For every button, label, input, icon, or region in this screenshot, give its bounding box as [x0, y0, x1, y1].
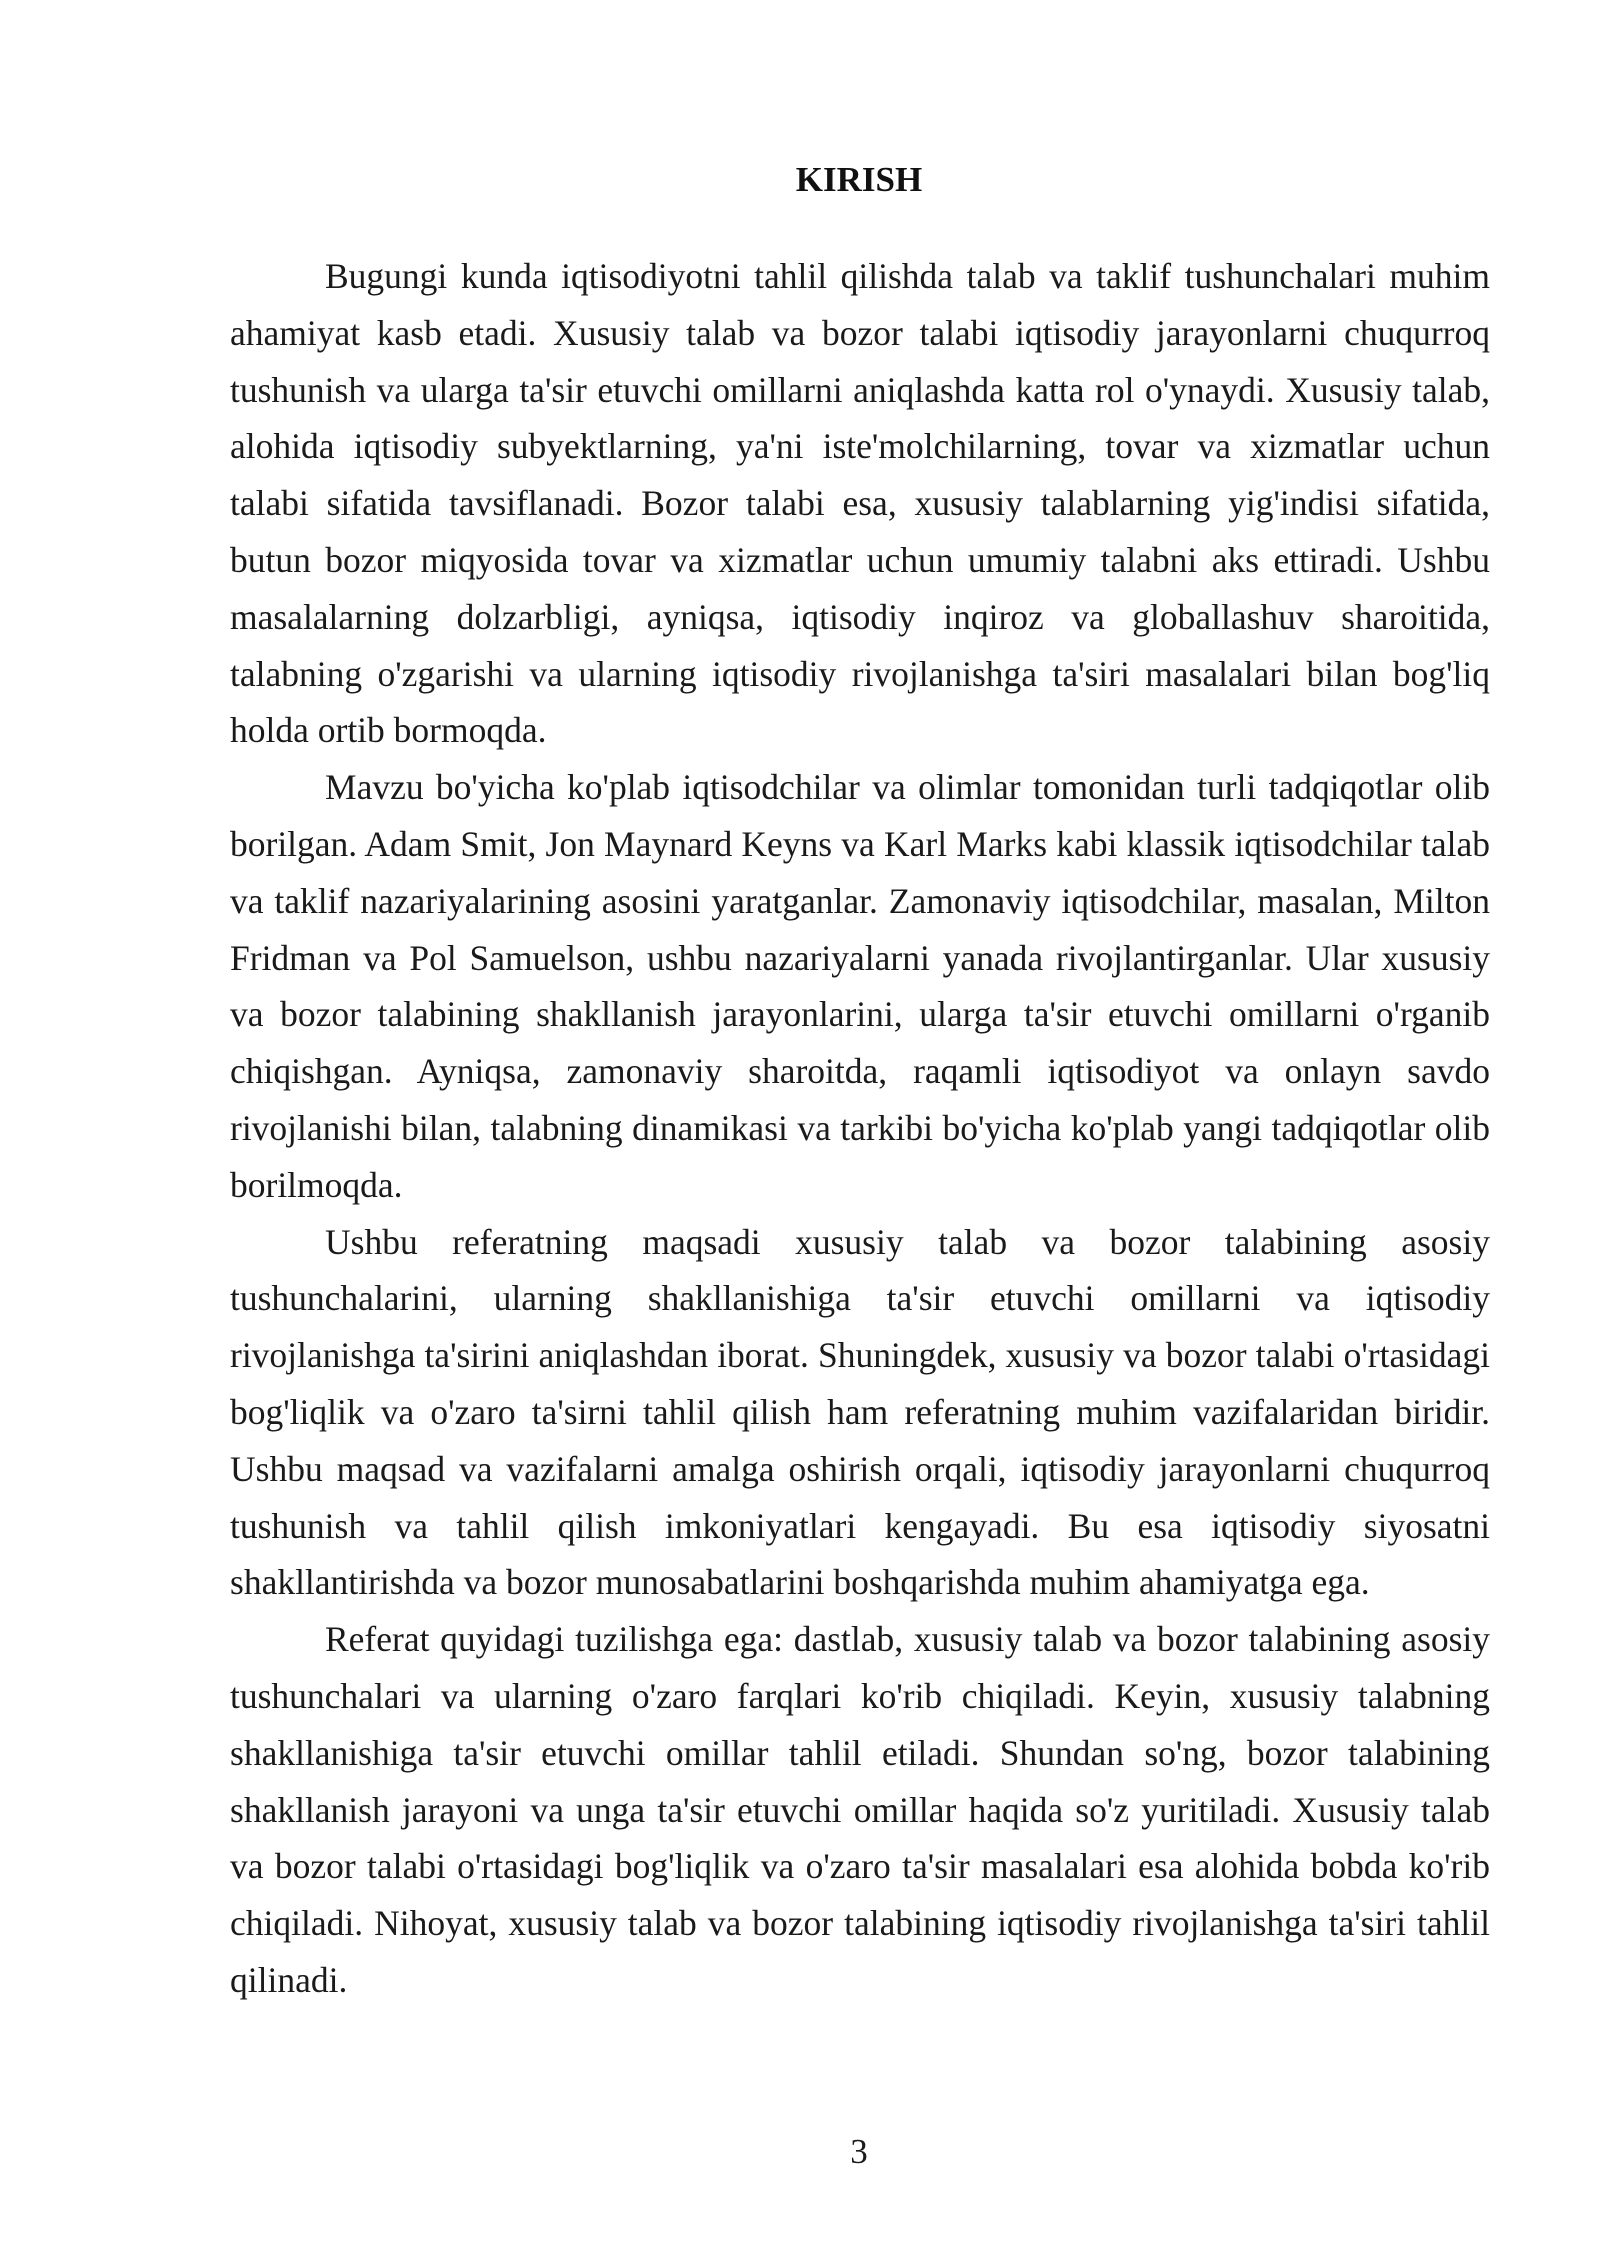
page-title: KIRISH	[795, 160, 923, 199]
body-text	[230, 248, 1490, 2009]
paragraph-3: Ushbu referatning maqsadi xususiy talab va bozor talabining asosiy tushunchalarini, ularning shakllanishiga ta'sir etuvchi omillarni va iqtisodiy rivojlanishga ta'sirini aniqlashdan iborat. Shuningdek, xususiy va bozor talabi o'rtasidagi bog'liqlik va o'zaro ta'sirni tahlil qilish ham referatning muhim vazifalaridan biridir. Ushbu maqsad va vazifalarni amalga oshirish orqali, iqtisodiy jarayonlarni chuqurroq tushunish va tahlil qilish imkoniyatlari kengayadi. Bu esa iqtisodiy siyosatni shakllantirishda va bozor munosabatlarini boshqarishda muhim ahamiyatga ega.	[230, 1221, 1490, 1603]
page-number: 3	[850, 2132, 868, 2171]
paragraph-1: Bugungi kunda iqtisodiyotni tahlil qilishda talab va taklif tushunchalari muhim ahamiyat kasb etadi. Xususiy talab va bozor talabi iqtisodiy jarayonlarni chuqurroq tushunish va ularga ta'sir etuvchi omillarni aniqlashda katta rol o'ynaydi. Xususiy talab, alohida iqtisodiy subyektlarning, ya'ni iste'molchilarning, tovar va xizmatlar uchun talabi sifatida tavsiflanadi. Bozor talabi esa, xususiy talablarning yig'indisi sifatida, butun bozor miqyosida tovar va xizmatlar uchun umumiy talabni aks ettiradi. Ushbu masalalarning dolzarbligi, ayniqsa, iqtisodiy inqiroz va globallashuv sharoitida, talabning o'zgarishi va ularning iqtisodiy rivojlanishga ta'siri masalalari bilan bog'liq holda ortib bormoqda.	[230, 256, 1490, 751]
paragraph-4: Referat quyidagi tuzilishga ega: dastlab, xususiy talab va bozor talabining asosiy tushunchalari va ularning o'zaro farqlari ko'rib chiqiladi. Keyin, xususiy talabning shakllanishiga ta'sir etuvchi omillar tahlil etiladi. Shundan so'ng, bozor talabining shakllanish jarayoni va unga ta'sir etuvchi omillar haqida so'z yuritiladi. Xususiy talab va bozor talabi o'rtasidagi bog'liqlik va o'zaro ta'sir masalalari esa alohida bobda ko'rib chiqiladi. Nihoyat, xususiy talab va bozor talabining iqtisodiy rivojlanishga ta'siri tahlil qilinadi.	[230, 1619, 1490, 2000]
paragraph-2: Mavzu bo'yicha ko'plab iqtisodchilar va olimlar tomonidan turli tadqiqotlar olib borilgan. Adam Smit, Jon Maynard Keyns va Karl Marks kabi klassik iqtisodchilar talab va taklif nazariyalarining asosini yaratganlar. Zamonaviy iqtisodchilar, masalan, Milton Fridman va Pol Samuelson, ushbu nazariyalarni yanada rivojlantirganlar. Ular xususiy va bozor talabining shakllanish jarayonlarini, ularga ta'sir etuvchi omillarni o'rganib chiqishgan. Ayniqsa, zamonaviy sharoitda, raqamli iqtisodiyot va onlayn savdo rivojlanishi bilan, talabning dinamikasi va tarkibi bo'yicha ko'plab yangi tadqiqotlar olib borilmoqda.	[230, 767, 1490, 1205]
